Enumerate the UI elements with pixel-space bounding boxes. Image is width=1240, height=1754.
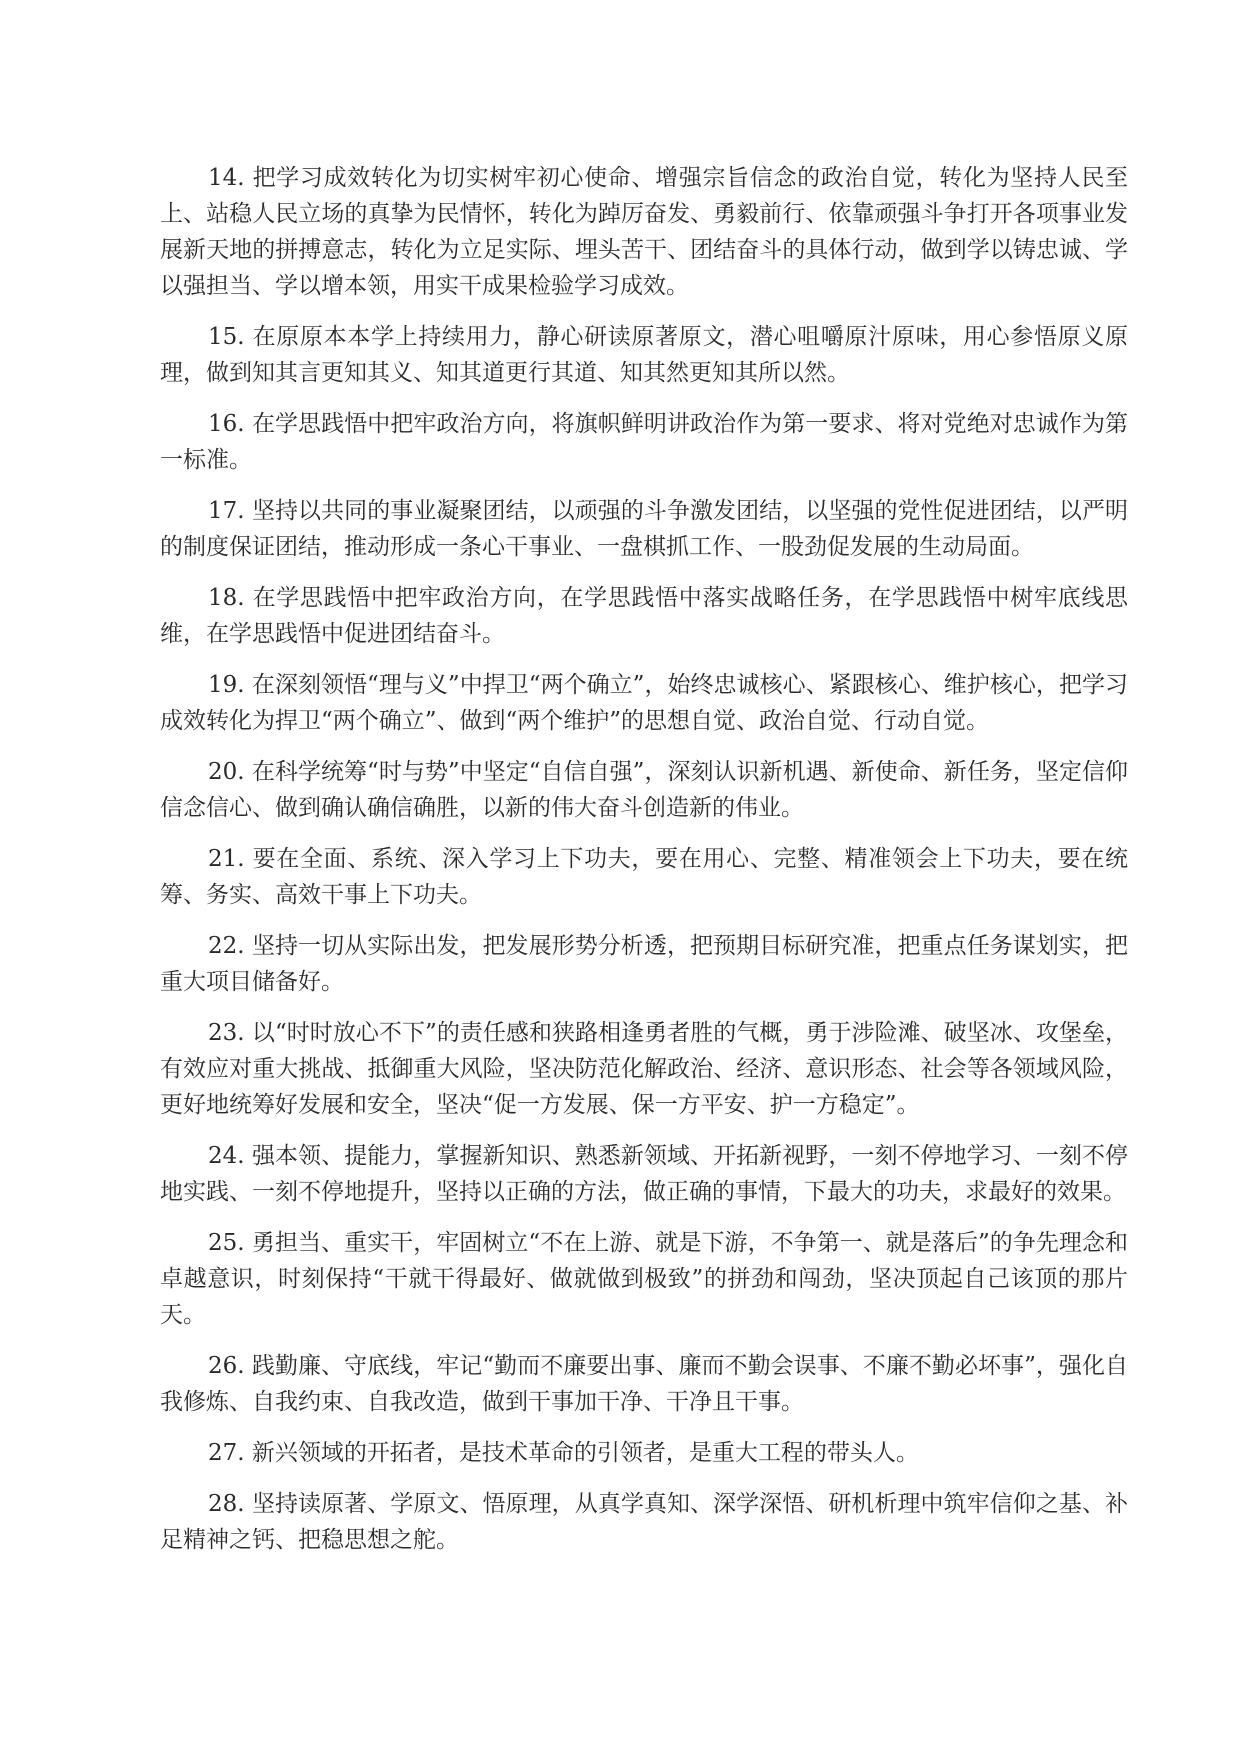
paragraph-15: 15. 在原原本本学上持续用力，静心研读原著原文，潜心咀嚼原汁原味，用心参悟原义原理，做到知其言更知其义、知其道更行其道、知其然更知其所以然。 bbox=[160, 324, 1128, 386]
paragraph-14: 14. 把学习成效转化为切实树牢初心使命、增强宗旨信念的政治自觉，转化为坚持人民至上、站稳人民立场的真挚为民情怀，转化为踔厉奋发、勇毅前行、依靠顽强斗争打开各项事业发展新天地的拼搏意志，转化为立足实际、埋头苦干、团结奋斗的具体行动，做到学以铸忠诚、学以强担当、学以增本领，用实干成果检验学习成效。 bbox=[160, 165, 1128, 299]
paragraph-28: 28. 坚持读原著、学原文、悟原理，从真学真知、深学深悟、研机析理中筑牢信仰之基、补足精神之钙、把稳思想之舵。 bbox=[160, 1491, 1128, 1553]
paragraph-16: 16. 在学思践悟中把牢政治方向，将旗帜鲜明讲政治作为第一要求、将对党绝对忠诚作为第一标准。 bbox=[160, 411, 1128, 473]
paragraph-22: 22. 坚持一切从实际出发，把发展形势分析透，把预期目标研究准，把重点任务谋划实，把重大项目储备好。 bbox=[160, 933, 1128, 995]
paragraph-18: 18. 在学思践悟中把牢政治方向，在学思践悟中落实战略任务，在学思践悟中树牢底线思维，在学思践悟中促进团结奋斗。 bbox=[160, 585, 1128, 647]
document-body bbox=[160, 160, 1128, 1573]
paragraph-20: 20. 在科学统筹“时与势”中坚定“自信自强”，深刻认识新机遇、新使命、新任务，坚定信仰信念信心、做到确认确信确胜，以新的伟大奋斗创造新的伟业。 bbox=[160, 759, 1128, 821]
paragraph-25: 25. 勇担当、重实干，牢固树立“不在上游、就是下游，不争第一、就是落后”的争先理念和卓越意识，时刻保持“干就干得最好、做就做到极致”的拼劲和闯劲，坚决顶起自己该顶的那片天。 bbox=[160, 1230, 1128, 1328]
paragraph-19: 19. 在深刻领悟“理与义”中捍卫“两个确立”，始终忠诚核心、紧跟核心、维护核心，把学习成效转化为捍卫“两个确立”、做到“两个维护”的思想自觉、政治自觉、行动自觉。 bbox=[160, 672, 1128, 734]
paragraph-21: 21. 要在全面、系统、深入学习上下功夫，要在用心、完整、精准领会上下功夫，要在统筹、务实、高效干事上下功夫。 bbox=[160, 846, 1128, 908]
paragraph-24: 24. 强本领、提能力，掌握新知识、熟悉新领域、开拓新视野，一刻不停地学习、一刻不停地实践、一刻不停地提升，坚持以正确的方法，做正确的事情，下最大的功夫，求最好的效果。 bbox=[160, 1143, 1128, 1205]
paragraph-17: 17. 坚持以共同的事业凝聚团结，以顽强的斗争激发团结，以坚强的党性促进团结，以严明的制度保证团结，推动形成一条心干事业、一盘棋抓工作、一股劲促发展的生动局面。 bbox=[160, 498, 1128, 560]
paragraph-23: 23. 以“时时放心不下”的责任感和狭路相逢勇者胜的气概，勇于涉险滩、破坚冰、攻堡垒，有效应对重大挑战、抵御重大风险，坚决防范化解政治、经济、意识形态、社会等各领域风险，更好地统筹好发展和安全，坚决“促一方发展、保一方平安、护一方稳定”。 bbox=[160, 1020, 1128, 1118]
paragraph-26: 26. 践勤廉、守底线，牢记“勤而不廉要出事、廉而不勤会误事、不廉不勤必坏事”，强化自我修炼、自我约束、自我改造，做到干事加干净、干净且干事。 bbox=[160, 1353, 1128, 1415]
paragraph-27: 27. 新兴领域的开拓者，是技术革命的引领者，是重大工程的带头人。 bbox=[208, 1440, 919, 1466]
